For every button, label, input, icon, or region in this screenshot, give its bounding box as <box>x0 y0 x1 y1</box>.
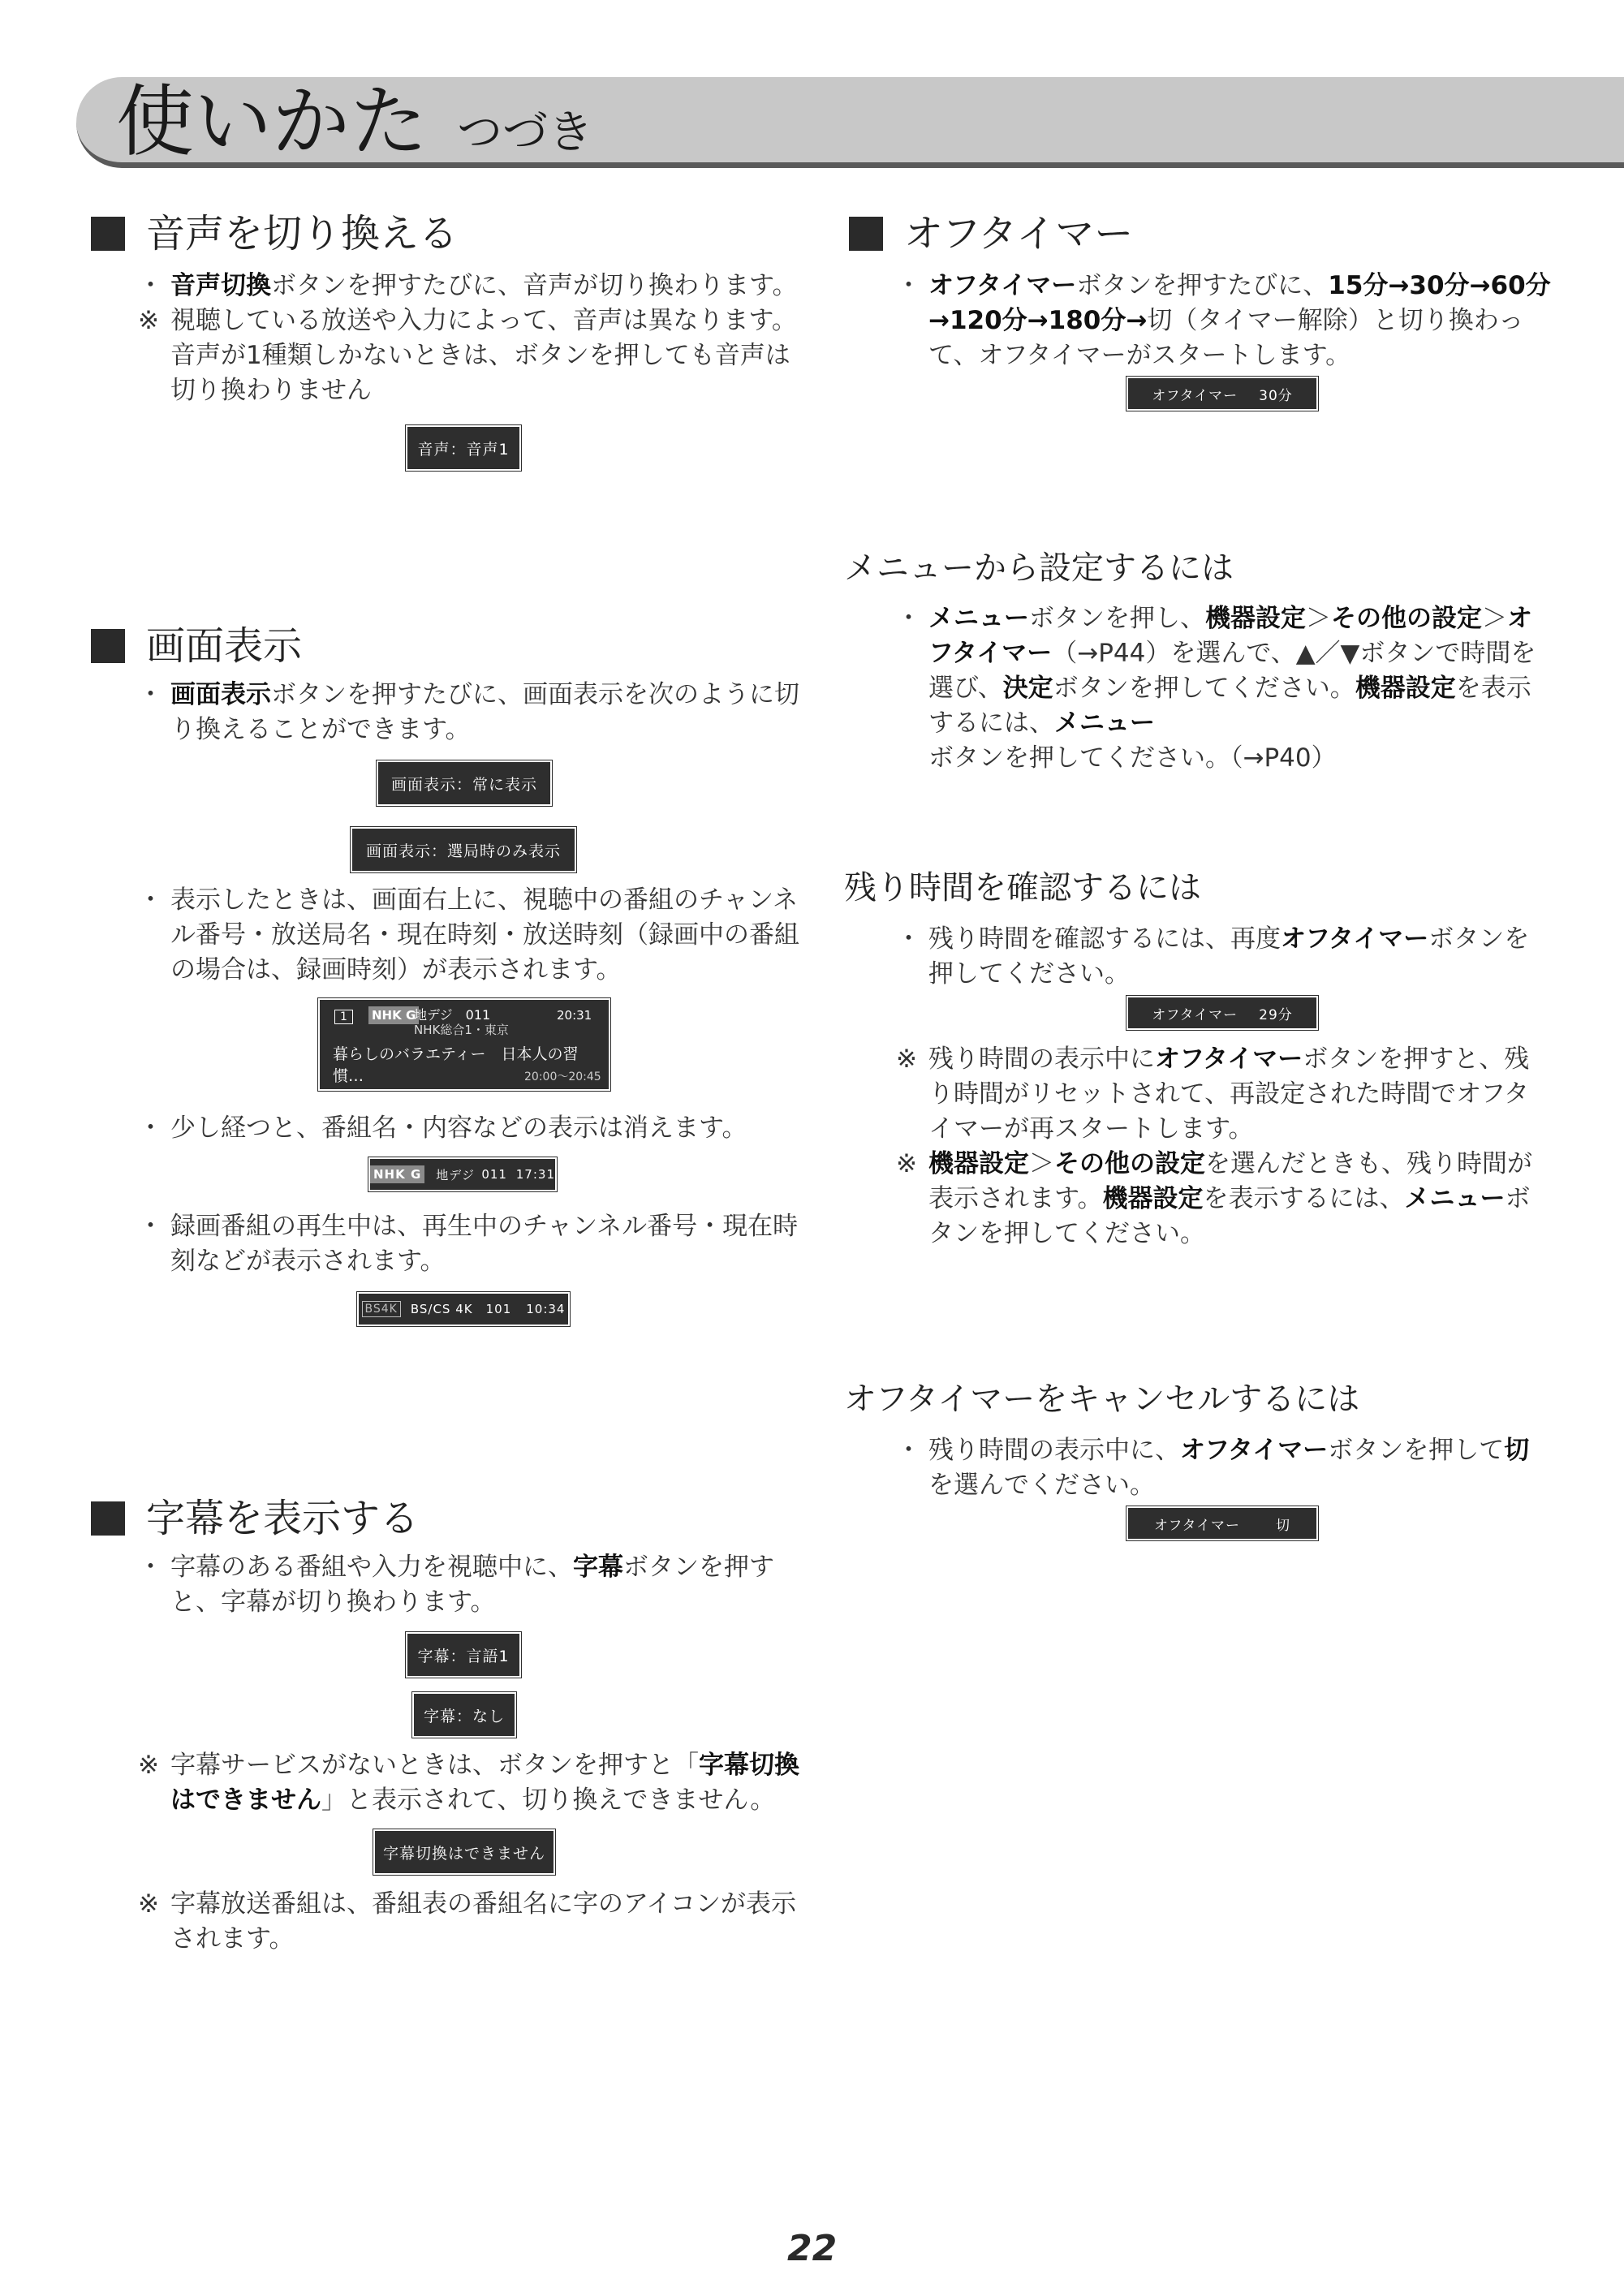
osd-offtimer-value: 29分 <box>1259 1006 1293 1023</box>
audio-bullet: ・ 音声切換ボタンを押すたびに、音声が切り換わります。 <box>138 271 798 300</box>
osd-display-always: 画面表示：常に表示 <box>377 760 552 806</box>
channel-number-box: 1 <box>334 1010 353 1024</box>
osd-audio: 音声：音声1 <box>406 425 521 471</box>
info-channel: 地デジ 011 <box>414 1007 491 1023</box>
info-time: 20:31 <box>557 1008 592 1023</box>
section-square-icon <box>91 1501 125 1536</box>
nhk-g-logo-icon: NHK G <box>370 1165 424 1183</box>
osd-recording-info <box>357 1292 570 1326</box>
short-num: 011 <box>481 1167 507 1182</box>
section-display-title: 画面表示 <box>146 623 303 669</box>
display-bullet-4: ・ 録画番組の再生中は、再生中のチャンネル番号・現在時刻などが表示されます。 <box>138 1212 799 1276</box>
osd-offtimer-value: 切 <box>1275 1517 1290 1534</box>
info-airtime: 20:00～20:45 <box>524 1070 601 1083</box>
section-square-icon <box>91 629 125 663</box>
short-time: 17:31 <box>515 1167 555 1182</box>
bs4k-logo-icon: BS4K <box>362 1301 401 1317</box>
osd-channel-info <box>318 998 610 1091</box>
menu-subtitle: メニューから設定するには <box>844 549 1234 587</box>
display-bullet-1: ・ 画面表示ボタンを押すたびに、画面表示を次のように切り換えることができます。 <box>138 680 799 744</box>
osd-offtimer-off <box>1126 1506 1318 1540</box>
section-offtimer-heading <box>849 209 1133 258</box>
rec-num: 101 <box>485 1302 512 1316</box>
menu-bullet: ・ メニューボタンを押し、機器設定＞その他の設定＞オフタイマー（→P44）を選んで、▲／▼ボタンで時間を選び、決定ボタンを押してください。機器設定を表示するには、メニューボタンを押してください。（→P40） <box>896 604 1536 773</box>
nhk-g-logo-icon: NHK G <box>368 1006 419 1024</box>
section-subtitles-heading <box>91 1494 419 1543</box>
osd-offtimer-29 <box>1126 996 1318 1030</box>
subtitles-bullet: ・ 字幕のある番組や入力を視聴中に、字幕ボタンを押すと、字幕が切り換わります。 <box>138 1553 774 1617</box>
osd-offtimer-value: 30分 <box>1259 387 1293 404</box>
osd-offtimer-label: オフタイマー <box>1152 1006 1238 1023</box>
short-channel: 地デジ <box>436 1167 475 1182</box>
osd-subtitle-lang1: 字幕：言語1 <box>406 1632 521 1678</box>
info-program: 暮らしのバラエティー 日本人の習慣… <box>333 1045 579 1085</box>
display-bullet-2: ・ 表示したときは、画面右上に、視聴中の番組のチャンネル番号・放送局名・現在時刻・放送時刻（録画中の番組の場合は、録画時刻）が表示されます。 <box>138 885 799 984</box>
section-square-icon <box>91 217 125 251</box>
section-square-icon <box>849 217 883 251</box>
remaining-note-1: ※ 残り時間の表示中にオフタイマーボタンを押すと、残り時間がリセットされて、再設定された時間でオフタイマーが再スタートします。 <box>896 1045 1530 1144</box>
section-audio-heading <box>91 209 458 258</box>
rec-time: 10:34 <box>526 1302 566 1316</box>
display-bullet-3: ・ 少し経つと、番組名・内容などの表示は消えます。 <box>138 1114 747 1143</box>
remaining-bullet: ・ 残り時間を確認するには、再度オフタイマーボタンを押してください。 <box>896 924 1530 989</box>
section-audio-title: 音声を切り換える <box>146 211 459 256</box>
page-title: 使いかた <box>116 76 428 167</box>
remaining-subtitle: 残り時間を確認するには <box>844 869 1201 907</box>
subtitles-note-2: ※ 字幕放送番組は、番組表の番組名に字のアイコンが表示されます。 <box>138 1889 796 1954</box>
osd-subtitle-unavailable: 字幕切換はできません <box>373 1829 555 1875</box>
osd-offtimer-30 <box>1126 377 1318 411</box>
rec-channel: BS/CS 4K <box>410 1302 473 1316</box>
section-offtimer-title: オフタイマー <box>904 211 1134 256</box>
osd-offtimer-label: オフタイマー <box>1154 1517 1240 1534</box>
remaining-note-2: ※ 機器設定＞その他の設定を選んだときも、残り時間が表示されます。機器設定を表示するには、メニューボタンを押してください。 <box>896 1149 1532 1248</box>
section-display-heading <box>91 622 302 670</box>
subtitles-note-1: ※ 字幕サービスがないときは、ボタンを押すと「字幕切換はできません」と表示されて、切り換えできません。 <box>138 1751 799 1815</box>
page-number: 22 <box>787 2228 838 2269</box>
cancel-subtitle: オフタイマーをキャンセルするには <box>844 1381 1360 1418</box>
osd-subtitle-none: 字幕：なし <box>412 1692 516 1738</box>
osd-offtimer-label: オフタイマー <box>1152 387 1238 404</box>
audio-note: ※ 視聴している放送や入力によって、音声は異なります。音声が1種類しかないときは、ボタンを押しても音声は切り換わりません <box>138 306 797 405</box>
offtimer-bullet: ・ オフタイマーボタンを押すたびに、15分→30分→60分→120分→180分→切（タイマー解除）と切り換わって、オフタイマーがスタートします。 <box>896 271 1551 370</box>
osd-short-info <box>368 1157 557 1191</box>
section-subtitles-title: 字幕を表示する <box>146 1496 420 1541</box>
cancel-bullet: ・ 残り時間の表示中に、オフタイマーボタンを押して切を選んでください。 <box>896 1436 1530 1500</box>
osd-display-select: 画面表示：選局時のみ表示 <box>351 827 576 872</box>
info-station: NHK総合1・東京 <box>414 1023 509 1037</box>
page-subtitle: つづき <box>457 106 593 159</box>
